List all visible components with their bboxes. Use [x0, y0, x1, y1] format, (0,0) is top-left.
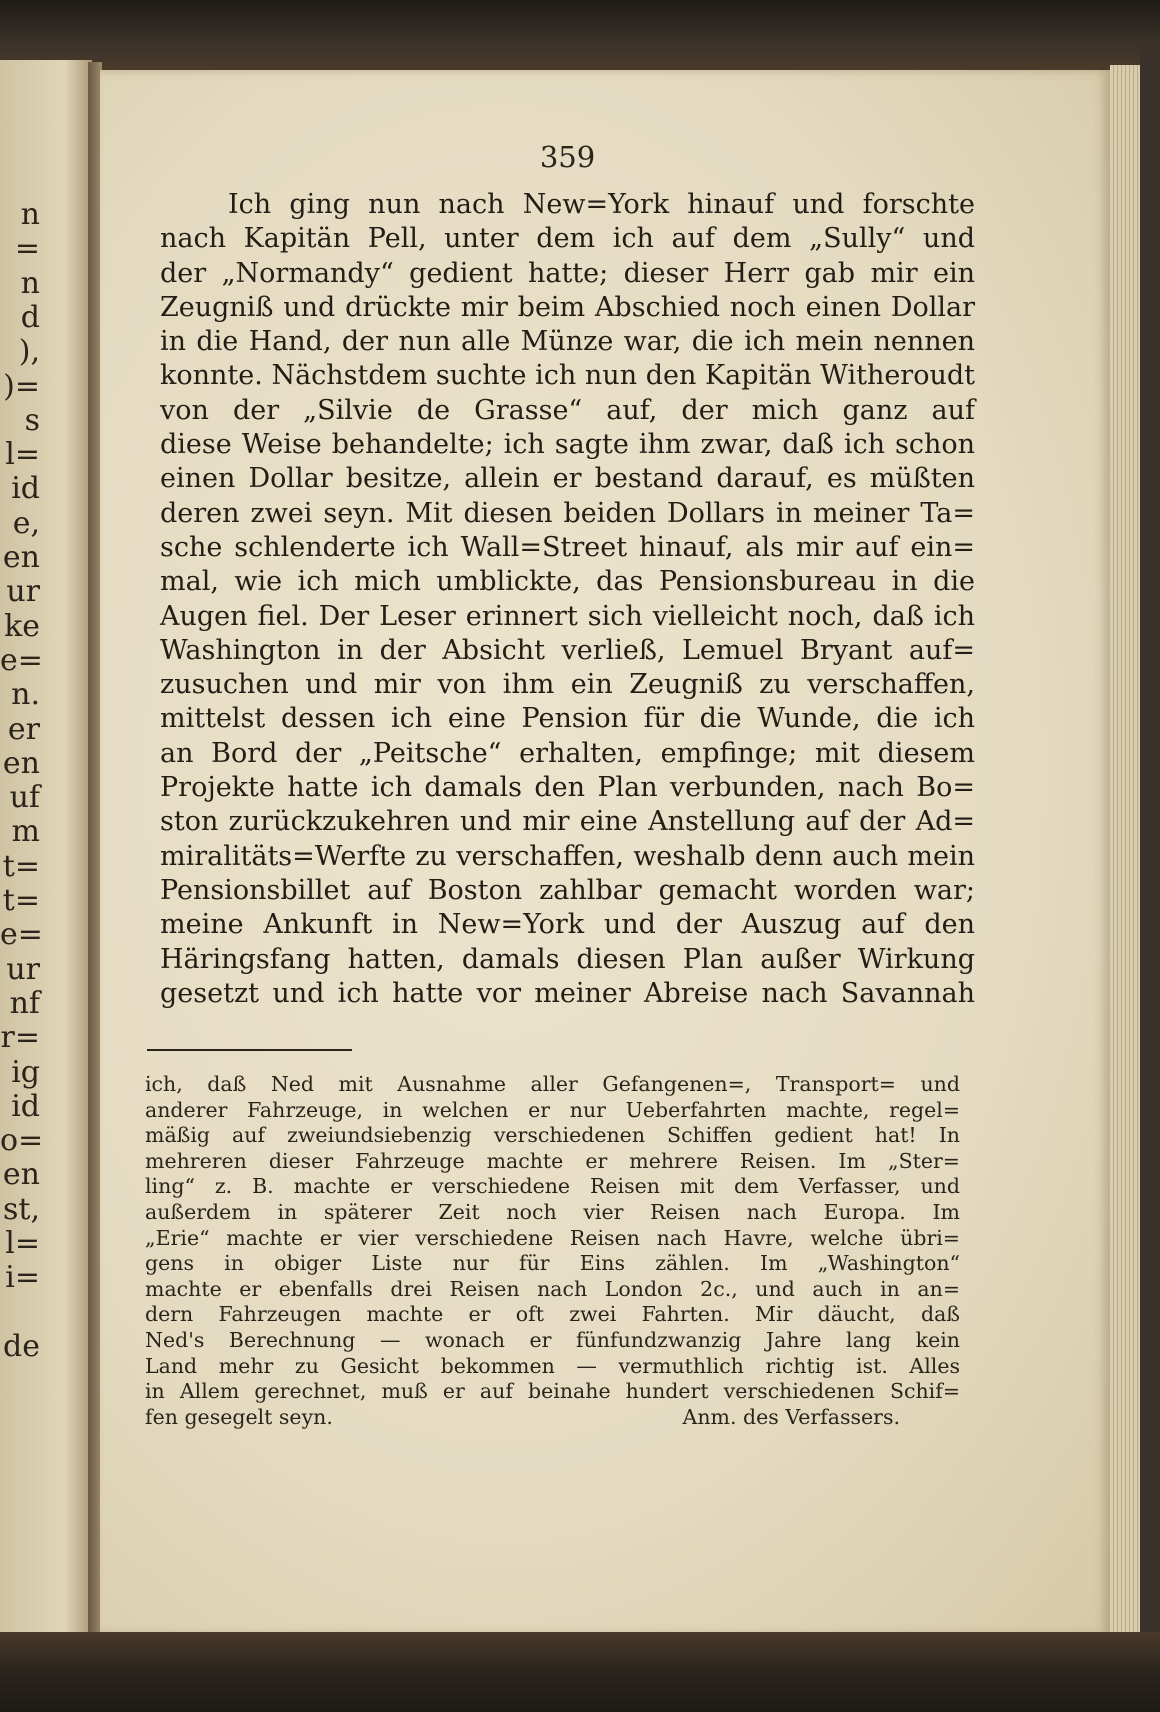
footnote-line: in Allem gerechnet, muß er auf beinahe hundert verschiedenen Schif= [145, 1379, 960, 1404]
left-page-fragment: m [11, 814, 40, 850]
footnote-line: außerdem in späterer Zeit noch vier Reisen nach Europa. Im [145, 1199, 960, 1224]
footnote-closing: fen gesegelt seyn. [145, 1404, 333, 1429]
footnote-line: ich, daß Ned mit Ausnahme aller Gefangenen=, Transport= und [145, 1072, 960, 1096]
left-page-fragment: de [3, 1328, 40, 1364]
footnote-line: gens in obiger Liste nur für Eins zählen. Im „Washington“ [145, 1251, 960, 1276]
footnote-line: Ned's Berechnung — wonach er fünfundzwanzig Jahre lang kein [145, 1327, 960, 1352]
left-page-fragment: d [20, 299, 40, 335]
footnote-signature: Anm. des Verfassers. [682, 1404, 900, 1429]
footnote-line: machte er ebenfalls drei Reisen nach London 2c., und auch in an= [145, 1276, 960, 1301]
left-page-edge [0, 60, 92, 1635]
left-page-fragment: = [14, 231, 40, 267]
book-binding-bottom [0, 1632, 1160, 1712]
footnote-line: „Erie“ machte er vier verschiedene Reisen nach Havre, welche übri= [145, 1225, 960, 1250]
text-line: ston zurückzukehren und mir eine Anstellung auf der Ad= [160, 806, 975, 838]
left-page-fragment: n. [11, 677, 40, 713]
text-line: Pensionsbillet auf Boston zahlbar gemacht worden war; [160, 874, 975, 906]
page-edges [1110, 65, 1140, 1635]
footnote [145, 1072, 960, 1430]
page-number: 359 [539, 140, 596, 174]
left-page-fragment: )= [3, 368, 40, 404]
footnote-line: ling“ z. B. machte er verschiedene Reisen mit dem Verfasser, und [145, 1174, 960, 1199]
left-page-fragment: o= [0, 1123, 44, 1159]
text-line: miralitäts=Werfte zu verschaffen, weshalb denn auch mein [160, 840, 975, 872]
left-page-fragment: ur [6, 574, 40, 610]
text-line: mal, wie ich mich umblickte, das Pensionsbureau in die [160, 566, 975, 598]
text-line: Augen fiel. Der Leser erinnert sich vielleicht noch, daß ich [160, 600, 975, 632]
left-page-fragment: uf [9, 780, 40, 816]
left-page-fragment: en [2, 745, 40, 781]
text-line: in die Hand, der nun alle Münze war, die ich mein nennen [160, 326, 975, 358]
left-page-fragment: e= [0, 917, 43, 953]
text-line: konnte. Nächstdem suchte ich nun den Kapitän Witheroudt [160, 360, 975, 392]
footnote-line: mehreren dieser Fahrzeuge machte er mehrere Reisen. Im „Ster= [145, 1148, 960, 1173]
text-line: meine Ankunft in New=York und der Auszug auf den [160, 909, 975, 941]
footnote-line: dern Fahrzeugen machte er oft zwei Fahrten. Mir däucht, daß [145, 1302, 960, 1327]
text-line: zusuchen und mir von ihm ein Zeugniß zu verschaffen, [160, 669, 975, 701]
left-page-fragment: ig [11, 1054, 40, 1090]
left-page-fragment: r= [0, 1020, 40, 1056]
left-page-fragment: nf [9, 985, 40, 1021]
text-line: von der „Silvie de Grasse“ auf, der mich ganz auf [160, 394, 975, 426]
text-line: deren zwei seyn. Mit diesen beiden Dollars in meiner Ta= [160, 497, 975, 529]
left-page-fragment: e, [12, 505, 40, 541]
text-line: einen Dollar besitze, allein er bestand darauf, es müßten [160, 463, 975, 495]
text-line: Ich ging nun nach New=York hinauf und forschte [228, 189, 975, 220]
text-line: sche schlenderte ich Wall=Street hinauf, als mir auf ein= [160, 531, 975, 563]
left-page-fragment: l= [5, 1226, 40, 1261]
footnote-line: anderer Fahrzeuge, in welchen er nur Ueberfahrten machte, regel= [145, 1097, 960, 1122]
left-page-fragment: n [20, 265, 40, 301]
text-line: nach Kapitän Pell, unter dem ich auf dem „Sully“ und [160, 223, 975, 255]
left-page-fragment: ke [4, 608, 40, 644]
text-line: der „Normandy“ gedient hatte; dieser Herr gab mir ein [160, 257, 975, 289]
text-line: Projekte hatte ich damals den Plan verbunden, nach Bo= [160, 772, 975, 804]
text-line: an Bord der „Peitsche“ erhalten, empfinge; mit diesem [160, 737, 975, 769]
left-page-fragment: n [20, 197, 40, 232]
left-page-fragment: s [24, 402, 40, 438]
text-line: Häringsfang hatten, damals diesen Plan außer Wirkung [160, 943, 975, 975]
left-page-fragment: e= [0, 642, 43, 678]
footnote-line: mäßig auf zweiundsiebenzig verschiedenen Schiffen gedient hat! In [145, 1123, 960, 1148]
left-page-fragment: en [2, 1157, 40, 1193]
left-page-fragment: ur [6, 951, 40, 987]
text-line: Zeugniß und drückte mir beim Abschied noch einen Dollar [160, 291, 975, 323]
left-page-fragment: id [11, 471, 40, 507]
book-binding-top [0, 0, 1160, 70]
footnote-line: Land mehr zu Gesicht bekommen — vermuthlich richtig ist. Alles [145, 1353, 960, 1378]
text-line: mittelst dessen ich eine Pension für die Wunde, die ich [160, 703, 975, 735]
left-page-fragment: i= [5, 1260, 40, 1296]
footnote-last-line [145, 1405, 960, 1431]
text-line: Washington in der Absicht verließ, Lemuel Bryant auf= [160, 634, 975, 666]
left-page-fragment: st, [3, 1191, 40, 1227]
text-line: diese Weise behandelte; ich sagte ihm zwar, daß ich schon [160, 429, 975, 461]
book-binding-right [1140, 40, 1160, 1660]
text-line: gesetzt und ich hatte vor meiner Abreise nach Savannah [160, 977, 975, 1009]
body-text [160, 188, 975, 1011]
left-page-fragment: t= [2, 883, 40, 918]
footnote-rule [147, 1049, 352, 1051]
left-page-fragment: t= [2, 848, 40, 884]
left-page-fragment: ), [18, 334, 40, 370]
left-page-fragment: er [7, 711, 40, 747]
left-page-fragment: en [2, 540, 40, 575]
left-page-fragment: l= [5, 437, 40, 473]
left-page-fragment: id [11, 1088, 40, 1124]
